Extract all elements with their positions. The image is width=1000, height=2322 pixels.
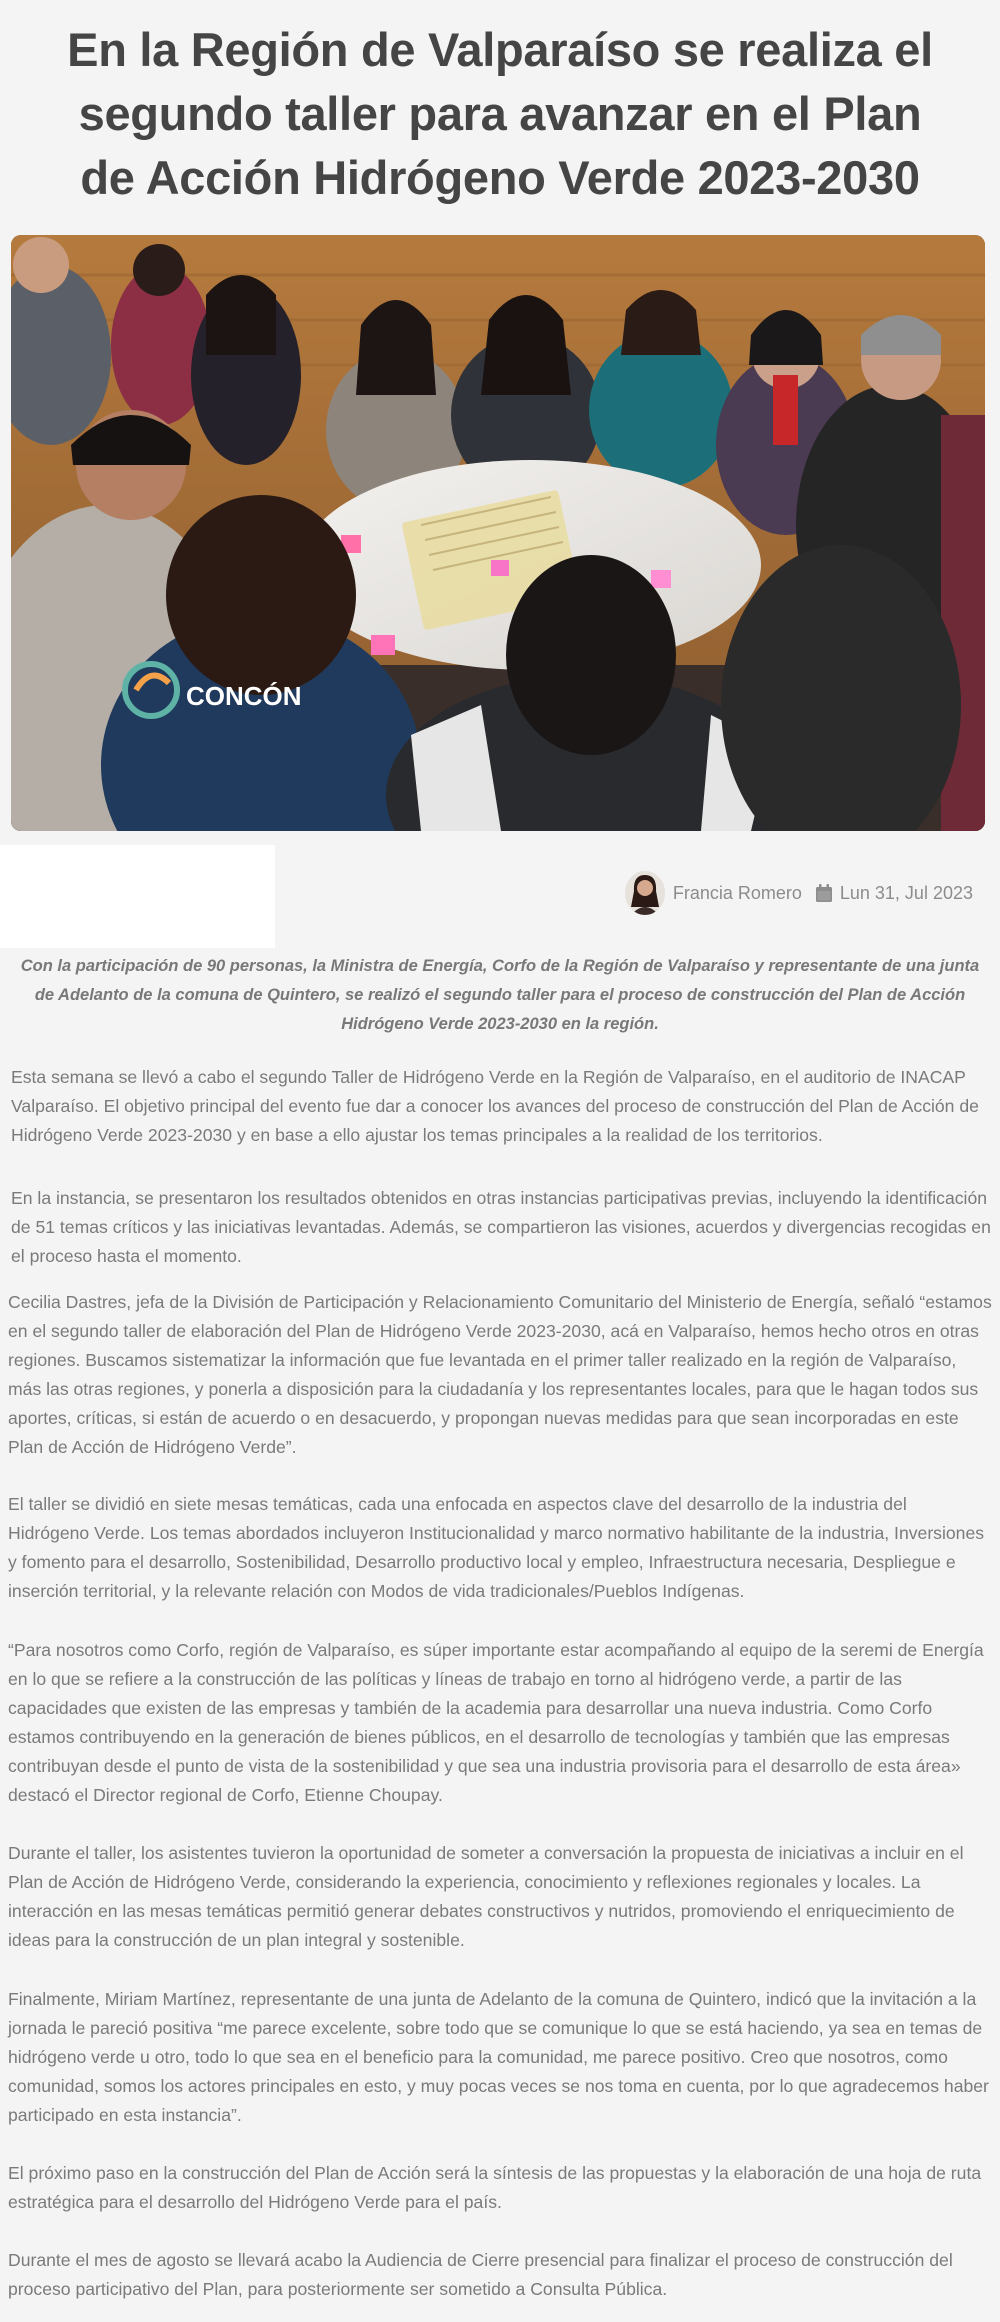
calendar-icon (816, 884, 832, 902)
paragraph: Cecilia Dastres, jefa de la División de Participación y Relacionamiento Comunitario del Ministerio de Energía, señaló “estamos en el segundo taller de elaboración del Plan de Hidrógeno Verde 2023-2030, acá en Valparaíso, hemos hecho otros en otras regiones. Buscamos sistematizar la información que fue levantada en el primer taller realizado en la región de Valparaíso, más las otras regiones, y ponerla a disposición para la ciudadanía y los representantes locales, para que le hagan todos sus aportes, críticas, si están de acuerdo o en desacuerdo, y propongan nuevas medidas para que sean incorporadas en este Plan de Acción de Hidrógeno Verde”. (8, 1292, 992, 1457)
article-lead: Con la participación de 90 personas, la Ministra de Energía, Corfo de la Región de Valparaíso y representante de una junta de Adelanto de la comuna de Quintero, se realizó el segundo taller para el proceso de construcción del Plan de Acción Hidrógeno Verde 2023-2030 en la región. (20, 957, 980, 1033)
blank-panel (0, 845, 275, 948)
publish-date: Lun 31, Jul 2023 (839, 882, 973, 903)
paragraph: El taller se dividió en siete mesas temáticas, cada una enfocada en aspectos clave del desarrollo de la industria del Hidrógeno Verde. Los temas abordados incluyeron Institucionalidad y marco normativo habilitante de la industria, Inversiones y fomento para el desarrollo, Sostenibilidad, Desarrollo productivo local y empleo, Infraestructura necesaria, Despliegue e inserción territorial, y la relevante relación con Modos de vida tradicionales/Pueblos Indígenas. (8, 1494, 985, 1601)
paragraph: El próximo paso en la construcción del Plan de Acción será la síntesis de las propuestas y la elaboración de una hoja de ruta estratégica para el desarrollo del Hidrógeno Verde para el país. (8, 2163, 982, 2212)
article-title: En la Región de Valparaíso se realiza el segundo taller para avanzar en el Plan de Acción Hidrógeno Verde 2023-2030 (67, 23, 933, 204)
paragraph: Durante el taller, los asistentes tuvieron la oportunidad de someter a conversación la propuesta de iniciativas a incluir en el Plan de Acción de Hidrógeno Verde, considerando la experiencia, conocimiento y reflexiones regionales y locales. La interacción en las mesas temáticas permitió generar debates constructivos y nutridos, promoviendo el enriquecimiento de ideas para la construcción de un plan integral y sostenible. (8, 1843, 964, 1950)
paragraph: En la instancia, se presentaron los resultados obtenidos en otras instancias participativas previas, incluyendo la identificación de 51 temas críticos y las iniciativas levantadas. Además, se compartieron las visiones, acuerdos y divergencias recogidas en el proceso hasta el momento. (11, 1188, 991, 1266)
author-avatar (625, 871, 665, 915)
workshop-photo (11, 235, 985, 831)
paragraph: “Para nosotros como Corfo, región de Valparaíso, es súper importante estar acompañando al equipo de la seremi de Energía en lo que se refiere a la construcción de las políticas y líneas de trabajo en torno al hidrógeno verde, a partir de las capacidades que existen de las empresas y también de la academia para desarrollar una nueva industria. Como Corfo estamos contribuyendo en la generación de bienes públicos, en el desarrollo de tecnologías y también que las empresas contribuyan desde el punto de vista de la sostenibilidad y que sea una industria provisoria para el desarrollo de esta área» destacó el Director regional de Corfo, Etienne Choupay. (8, 1640, 984, 1805)
paragraph: Finalmente, Miriam Martínez, representante de una junta de Adelanto de la comuna de Quintero, indicó que la invitación a la jornada le pareció positiva “me parece excelente, sobre todo que se comunique lo que se está haciendo, ya sea en temas de hidrógeno verde u otro, todo lo que sea en el beneficio para la comunidad, me parece positivo. Creo que nosotros, como comunidad, somos los actores principales en esto, y muy pocas veces se nos toma en cuenta, por lo que agradecemos haber participado en esta instancia”. (8, 1989, 989, 2125)
jacket-logo-text: CONCÓN (186, 681, 302, 711)
article-hero-image (11, 235, 985, 831)
paragraph: Durante el mes de agosto se llevará acabo la Audiencia de Cierre presencial para finalizar el proceso de construcción del proceso participativo del Plan, para posteriormente ser sometido a Consulta Pública. (8, 2250, 953, 2299)
paragraph: Esta semana se llevó a cabo el segundo Taller de Hidrógeno Verde en la Región de Valparaíso, en el auditorio de INACAP Valparaíso. El objetivo principal del evento fue dar a conocer los avances del proceso de construcción del Plan de Acción de Hidrógeno Verde 2023-2030 y en base a ello ajustar los temas principales a la realidad de los territorios. (11, 1067, 979, 1145)
author-name[interactable]: Francia Romero (672, 882, 802, 903)
article-meta (625, 871, 973, 915)
